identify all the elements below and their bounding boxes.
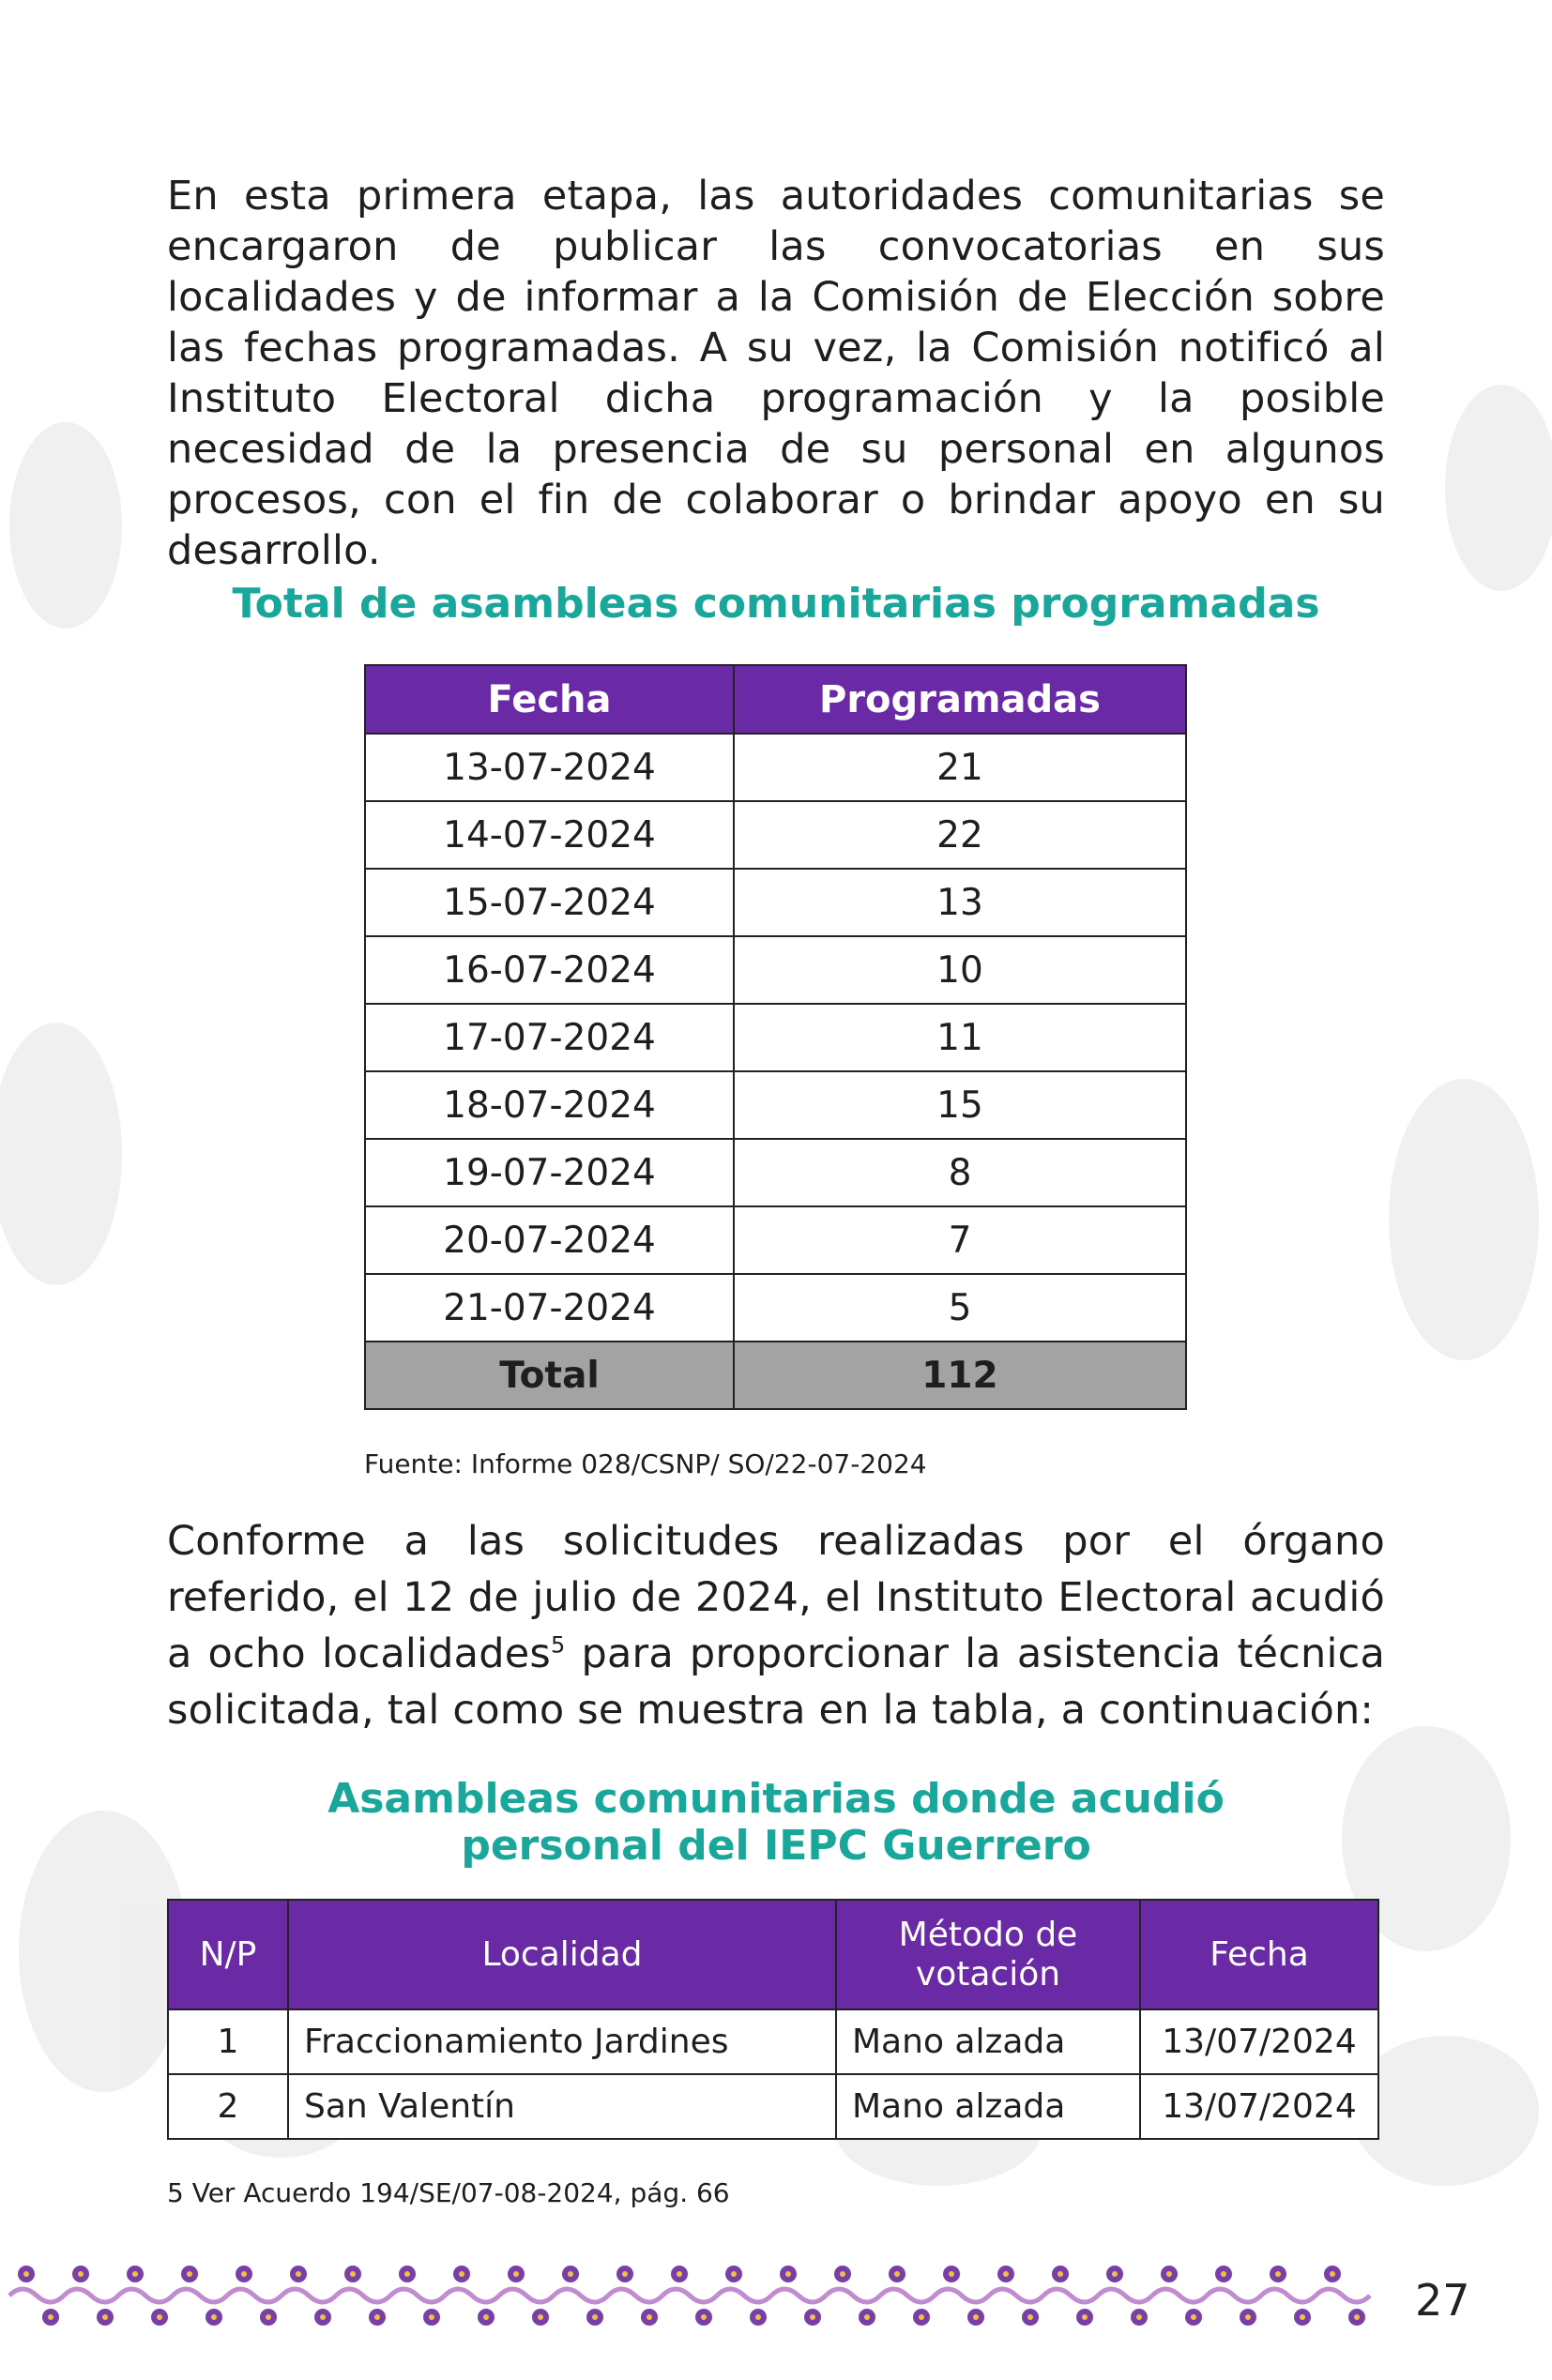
table-row — [365, 1071, 1186, 1139]
border-motif — [826, 2266, 880, 2326]
table-row — [365, 734, 1186, 801]
cell-fecha: 13-07-2024 — [365, 734, 734, 801]
table-row — [168, 2074, 1378, 2139]
border-motif — [717, 2266, 771, 2326]
paragraph-text: Conforme a las solicitudes realizadas por el órgano referido, el 12 de julio de 2024, el Instituto Electoral acudió a ocho localidades — [167, 1518, 1385, 1677]
cell-fecha: 19-07-2024 — [365, 1139, 734, 1206]
border-motif — [9, 2266, 64, 2326]
cell-fecha: 21-07-2024 — [365, 1274, 734, 1342]
attended-assemblies-table — [167, 1899, 1379, 2140]
cell-localidad: San Valentín — [288, 2074, 836, 2139]
table-row — [365, 936, 1186, 1004]
table2-title-line1: Asambleas comunitarias donde acudió — [327, 1775, 1225, 1823]
total-value: 112 — [734, 1342, 1186, 1409]
border-motif — [935, 2266, 989, 2326]
cell-programadas: 10 — [734, 936, 1186, 1004]
paragraph-text-continued: para proporcionar la asistencia técnica solicitada, tal como se muestra en la tabla, a continuación: — [167, 1630, 1385, 1734]
cell-programadas: 5 — [734, 1274, 1186, 1342]
column-header-metodo-text: Método de votación — [898, 1915, 1078, 1993]
cell-fecha: 18-07-2024 — [365, 1071, 734, 1139]
column-header-np: N/P — [168, 1900, 288, 2009]
cell-metodo: Mano alzada — [836, 2074, 1140, 2139]
table-row — [365, 1139, 1186, 1206]
cell-programadas: 22 — [734, 801, 1186, 869]
border-motif — [771, 2266, 826, 2326]
column-header-localidad: Localidad — [288, 1900, 836, 2009]
cell-fecha: 13/07/2024 — [1140, 2009, 1378, 2074]
cell-fecha: 17-07-2024 — [365, 1004, 734, 1071]
border-motif — [1152, 2266, 1207, 2326]
table-source-note: Fuente: Informe 028/CSNP/ SO/22-07-2024 — [364, 1448, 927, 1479]
column-header-fecha: Fecha — [365, 665, 734, 734]
cell-programadas: 7 — [734, 1206, 1186, 1274]
page-number: 27 — [1415, 2275, 1470, 2326]
total-label: Total — [365, 1342, 734, 1409]
table2-title — [0, 1776, 1552, 1870]
table-row — [365, 1004, 1186, 1071]
border-motif — [281, 2266, 336, 2326]
table1-title: Total de asambleas comunitarias programadas — [232, 580, 1320, 628]
intro-paragraph: En esta primera etapa, las autoridades comunitarias se encargaron de publicar las convocatorias en sus localidades y de informar a la Comisión de Elección sobre las fechas programadas. A su vez, la Comisión notificó al Instituto Electoral dicha programación y la posible necesidad de la presencia de su personal en algunos procesos, con el fin de colaborar o brindar apoyo en su desarrollo. — [167, 173, 1385, 574]
border-motif — [227, 2266, 281, 2326]
table-row — [365, 1206, 1186, 1274]
cell-programadas: 15 — [734, 1071, 1186, 1139]
cell-fecha: 20-07-2024 — [365, 1206, 734, 1274]
cell-np: 1 — [168, 2009, 288, 2074]
column-header-metodo — [836, 1900, 1140, 2009]
cell-fecha: 14-07-2024 — [365, 801, 734, 869]
border-motif — [1261, 2266, 1316, 2326]
cell-metodo: Mano alzada — [836, 2009, 1140, 2074]
column-header-programadas: Programadas — [734, 665, 1186, 734]
border-motif — [554, 2266, 608, 2326]
border-motif — [118, 2266, 173, 2326]
cell-programadas: 11 — [734, 1004, 1186, 1071]
table-row — [168, 2009, 1378, 2074]
embroidery-border-decoration — [0, 2253, 1379, 2338]
border-motif — [173, 2266, 227, 2326]
border-motif — [880, 2266, 935, 2326]
cell-fecha: 15-07-2024 — [365, 869, 734, 936]
scheduled-assemblies-table — [364, 664, 1187, 1410]
border-motif — [662, 2266, 717, 2326]
border-motif — [445, 2266, 499, 2326]
footnote-marker: 5 — [550, 1631, 566, 1659]
table2-title-line2: personal del IEPC Guerrero — [461, 1822, 1091, 1870]
cell-fecha: 13/07/2024 — [1140, 2074, 1378, 2139]
cell-np: 2 — [168, 2074, 288, 2139]
border-motif — [1316, 2266, 1370, 2326]
table-row — [365, 869, 1186, 936]
column-header-fecha: Fecha — [1140, 1900, 1378, 2009]
border-motif — [608, 2266, 662, 2326]
table-row — [365, 1274, 1186, 1342]
border-motif — [64, 2266, 118, 2326]
border-motif — [390, 2266, 445, 2326]
cell-fecha: 16-07-2024 — [365, 936, 734, 1004]
cell-programadas: 13 — [734, 869, 1186, 936]
border-motif — [1207, 2266, 1261, 2326]
border-motif — [336, 2266, 390, 2326]
footnote: 5 Ver Acuerdo 194/SE/07-08-2024, pág. 66 — [167, 2177, 730, 2208]
table-header-row — [168, 1900, 1378, 2009]
border-motif — [1043, 2266, 1098, 2326]
cell-programadas: 8 — [734, 1139, 1186, 1206]
border-motif — [1098, 2266, 1152, 2326]
table-header-row — [365, 665, 1186, 734]
total-row — [365, 1342, 1186, 1409]
second-paragraph — [167, 1513, 1385, 1738]
table-row — [365, 801, 1186, 869]
border-motif — [989, 2266, 1043, 2326]
cell-localidad: Fraccionamiento Jardines — [288, 2009, 836, 2074]
cell-programadas: 21 — [734, 734, 1186, 801]
border-motif — [499, 2266, 554, 2326]
